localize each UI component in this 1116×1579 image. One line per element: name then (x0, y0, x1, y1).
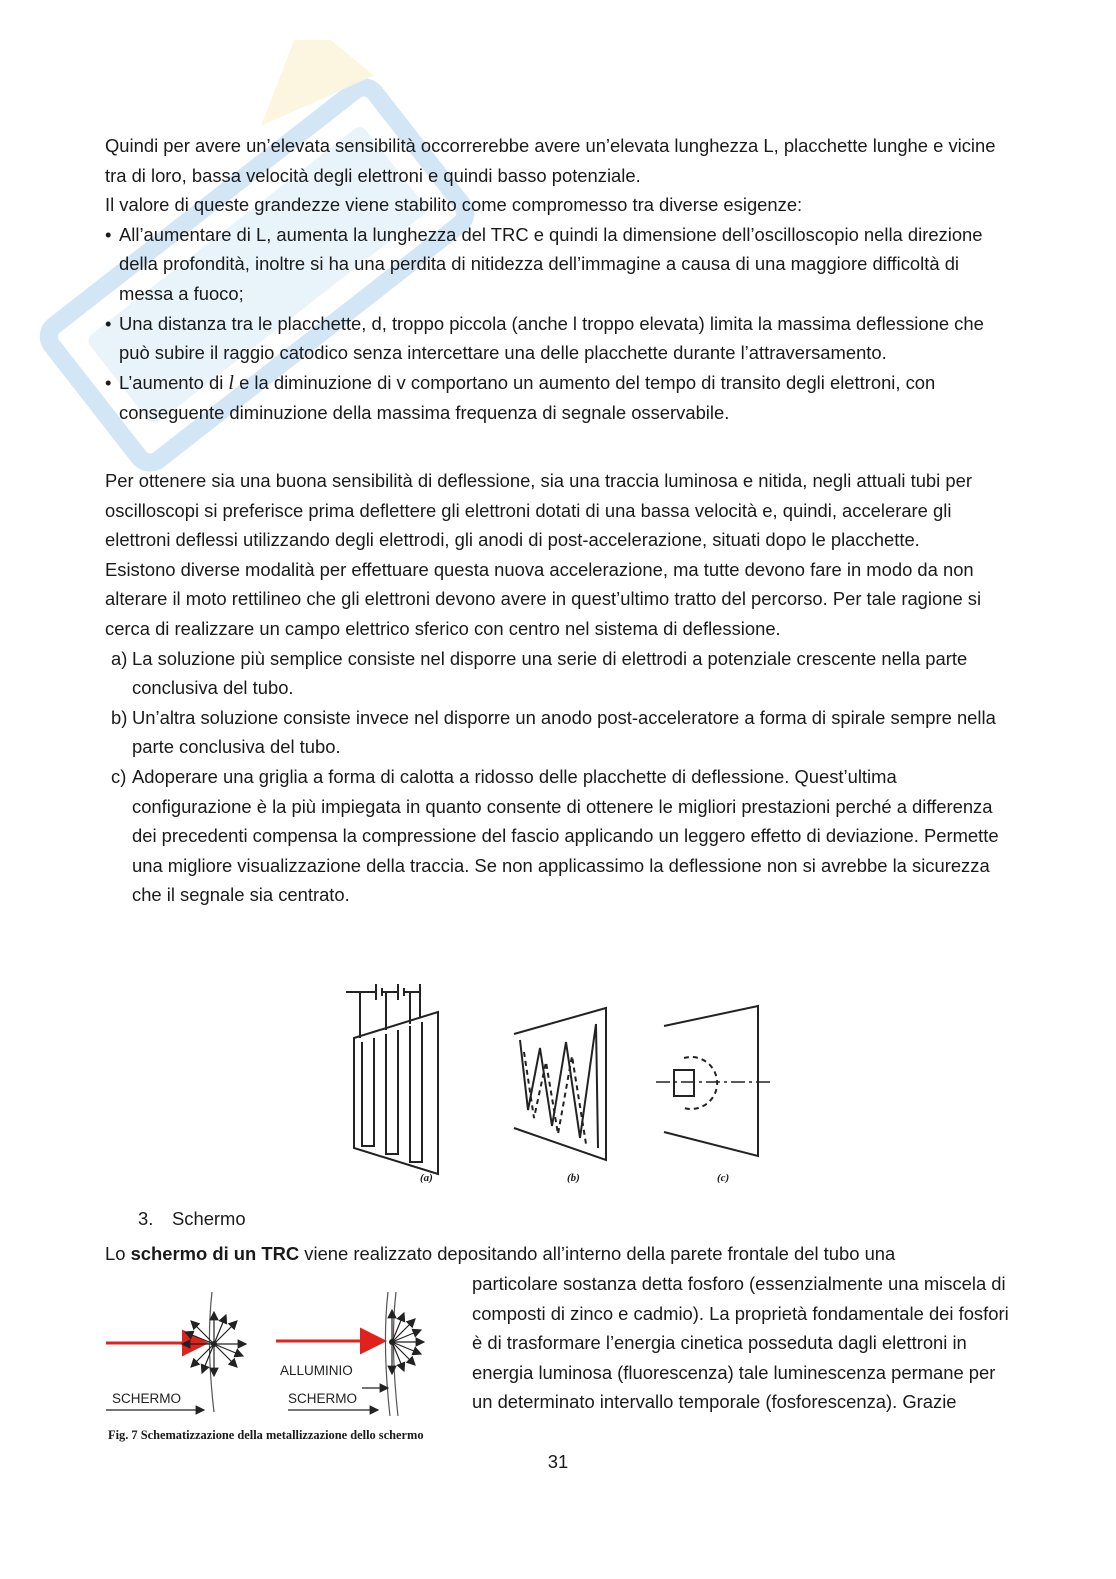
section-number: 3. (138, 1208, 154, 1229)
body-text-middle (105, 466, 1015, 910)
bullet-item: • All’aumentare di L, aumenta la lunghezza del TRC e quindi la dimensione dell’oscilloscopio nella direzione della profondità, inoltre si ha una perdita di nitidezza dell’immagine a causa di una maggiore difficoltà di messa a fuoco; (105, 220, 1015, 309)
section-title: Schermo (172, 1208, 246, 1229)
figure-label-b: (b) (567, 1172, 580, 1184)
diagram-c-grid (656, 1006, 770, 1156)
lettered-item: c) Adoperare una griglia a forma di calotta a ridosso delle placchette di deflessione. Quest’ultima configurazione è la più impiegata in quanto consente di ottenere le migliori prestazioni perché a differenza dei precedenti compensa la compressione del fascio applicando un leggero effetto di deviazione. Permette una migliore visualizzazione della traccia. Se non applicassimo la deflessione non si avrebbe la sicurezza che il segnale sia centrato. (111, 765, 999, 906)
body-text-top (105, 131, 1015, 428)
figure-caption: Fig. 7 Schematizzazione della metallizzazione dello schermo (108, 1428, 424, 1442)
paragraph: Il valore di queste grandezze viene stabilito come compromesso tra diverse esigenze: (105, 194, 803, 216)
bold-term: schermo di un TRC (130, 1243, 300, 1264)
section-heading (138, 1204, 246, 1234)
lettered-item: a) La soluzione più semplice consiste nel disporre una serie di elettrodi a potenziale crescente nella parte conclusiva del tubo. (111, 647, 968, 699)
figure-label-a: (a) (420, 1172, 433, 1184)
paragraph: Esistono diverse modalità per effettuare questa nuova accelerazione, ma tutte devono fare in modo da non alterare il moto rettilineo che gli elettroni devono avere in quest’ultimo tratto del percorso. Per tale ragione si cerca di realizzare un campo elettrico sferico con centro nel sistema di deflessione. (105, 558, 982, 639)
label-schermo-right: SCHERMO (288, 1391, 358, 1406)
figure-label-c: (c) (717, 1172, 730, 1184)
bullet-item: • Una distanza tra le placchette, d, troppo piccola (anche l troppo elevata) limita la massima deflessione che può subire il raggio catodico senza intercettare una delle placchette durante l’attraversamento. (105, 309, 1015, 368)
diagram-a-electrodes (346, 984, 438, 1174)
diagram-b-spiral (514, 1008, 606, 1160)
screen-intro-line: Lo schermo di un TRC viene realizzato depositando all’interno della parete frontale del tubo una (105, 1243, 896, 1264)
label-schermo-left: SCHERMO (112, 1391, 182, 1406)
lettered-list (105, 644, 1015, 910)
screen-metallization-figure (104, 1284, 434, 1424)
bullet-list (105, 220, 1015, 428)
variable-l: l (228, 371, 234, 394)
page-number: 31 (547, 1451, 569, 1472)
bullet-item: • L’aumento di l e la diminuzione di v comportano un aumento del tempo di transito degli elettroni, con conseguente diminuzione della massima frequenza di segnale osservabile. (105, 368, 1015, 428)
post-acceleration-figure (338, 978, 778, 1190)
paragraph: Per ottenere sia una buona sensibilità di deflessione, sia una traccia luminosa e nitida, negli attuali tubi per oscilloscopi si preferisce prima deflettere gli elettroni dotati di una bassa velocità e, quindi, accelerare gli elettroni deflessi utilizzando degli elettrodi, gli anodi di post-accelerazione, situati dopo le placchette. (105, 470, 972, 551)
screen-paragraph: particolare sostanza detta fosforo (essenzialmente una miscela di composti di zinco e cadmio). La proprietà fondamentale dei fosfori è di trasformare l’energia cinetica posseduta dagli elettroni in energia luminosa (fluorescenza) tale luminescenza permane per un determinato intervallo temporale (fosforescenza). Grazie (472, 1273, 1009, 1413)
label-alluminio: ALLUMINIO (280, 1363, 353, 1378)
lettered-item: b) Un’altra soluzione consiste invece nel disporre un anodo post-acceleratore a forma di spirale sempre nella parte conclusiva del tubo. (111, 706, 996, 758)
paragraph: Quindi per avere un’elevata sensibilità occorrerebbe avere un’elevata lunghezza L, placchette lunghe e vicine tra di loro, bassa velocità degli elettroni e quindi basso potenziale. (105, 135, 996, 186)
